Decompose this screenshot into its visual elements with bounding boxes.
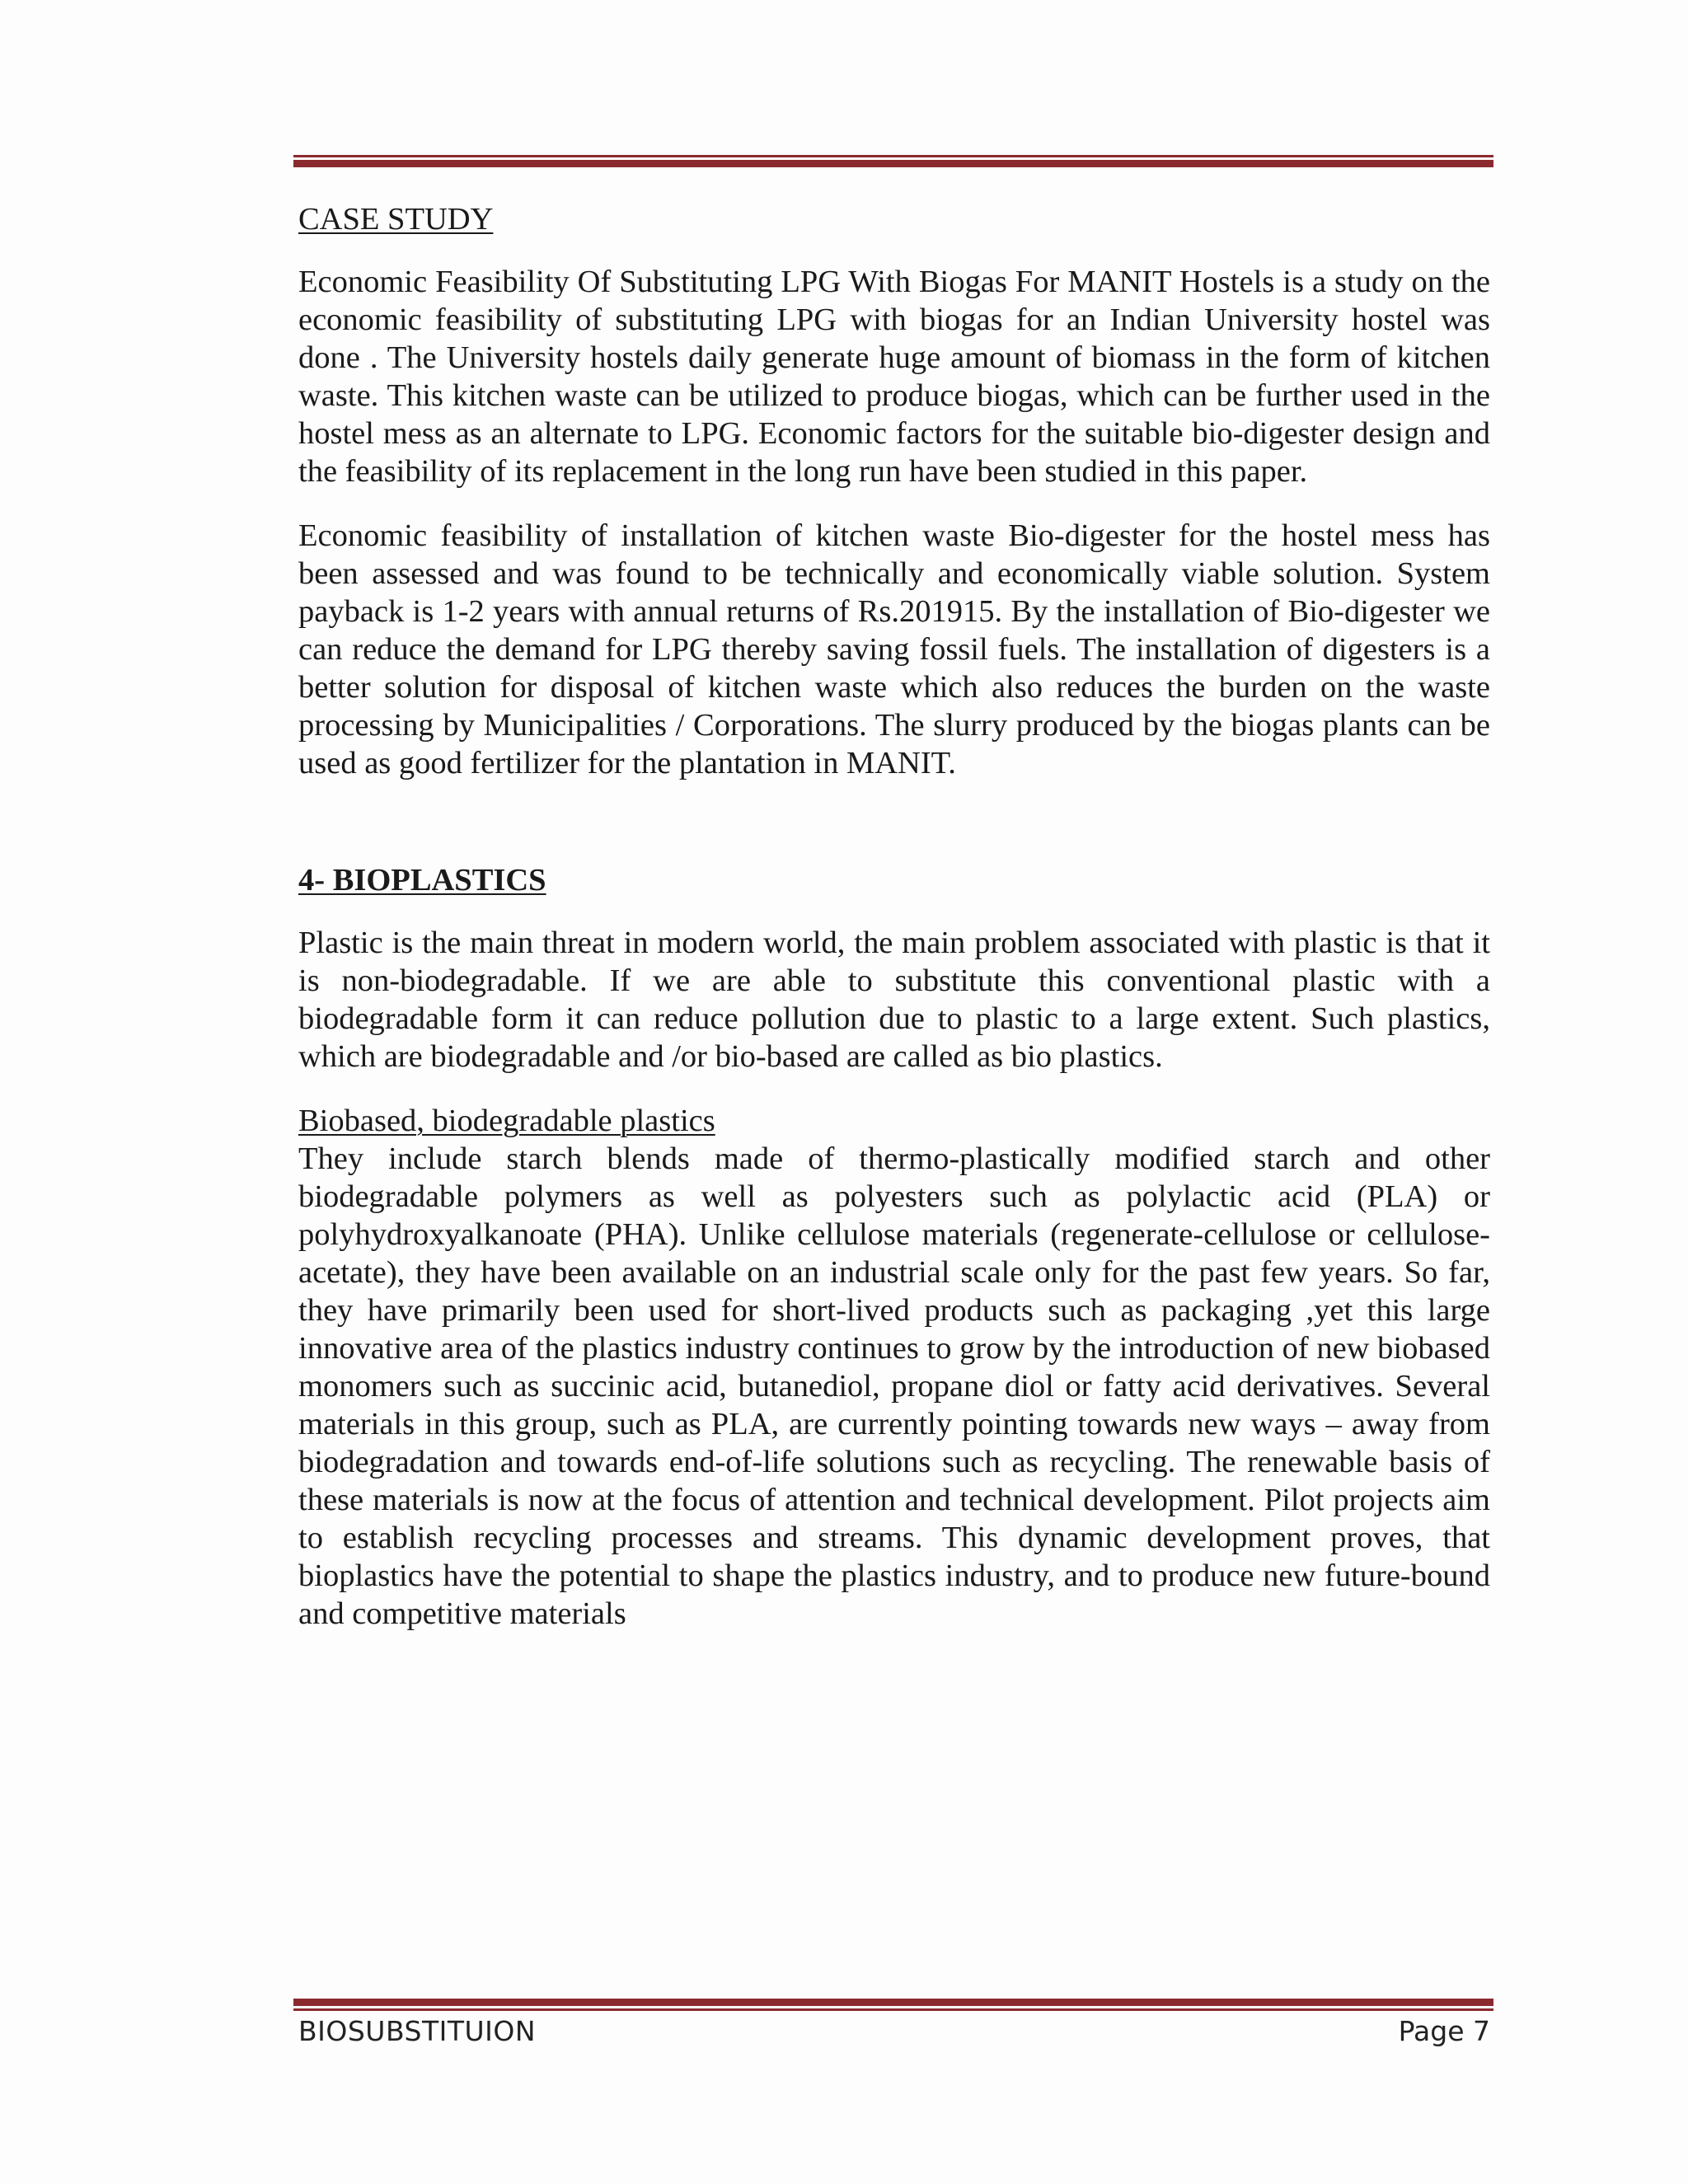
footer-rule-thin-line (293, 2008, 1493, 2011)
case-study-paragraph-1: Economic Feasibility Of Substituting LPG With Biogas For MANIT Hostels is a study on the economic feasibility of substituting LPG with biogas for an Indian University hostel was done . The University hostels daily generate huge amount of biomass in the form of kitchen waste. This kitchen waste can be utilized to produce biogas, which can be further used in the hostel mess as an alternate to LPG. Economic factors for the suitable bio-digester design and the feasibility of its replacement in the long run have been studied in this paper. (298, 265, 1490, 489)
subheading-biobased-plastics: Biobased, biodegradable plastics (298, 1104, 715, 1138)
case-study-paragraph-2: Economic feasibility of installation of kitchen waste Bio-digester for the hostel mess has been assessed and was found to be technically and economically viable solution. System payback is 1-2 years with annual returns of Rs.201915. By the installation of Bio-digester we can reduce the demand for LPG thereby saving fossil fuels. The installation of digesters is a better solution for disposal of kitchen waste which also reduces the burden on the waste processing by Municipalities / Corporations. The slurry produced by the biogas plants can be used as good fertilizer for the plantation in MANIT. (298, 518, 1490, 780)
footer-document-title: BIOSUBSTITUION (298, 2015, 537, 2047)
footer-rule (293, 1999, 1493, 2011)
header-rule-thin-line (293, 155, 1493, 157)
header-rule (293, 155, 1493, 167)
footer-rule-thick-line (293, 1999, 1493, 2006)
bioplastics-intro-paragraph: Plastic is the main threat in modern world, the main problem associated with plastic is that it is non-biodegradable. If we are able to substitute this conventional plastic with a biodegradable form it can reduce pollution due to plastic to a large extent. Such plastics, which are biodegradable and /or bio-based are called as bio plastics. (298, 926, 1490, 1074)
section-heading-bioplastics: 4- BIOPLASTICS (298, 863, 546, 898)
page-content (298, 200, 1490, 1633)
header-rule-thick-line (293, 160, 1493, 167)
case-study-title: CASE STUDY (298, 202, 494, 237)
footer-page-number: Page 7 (1398, 2015, 1490, 2047)
bioplastics-body-paragraph: They include starch blends made of thermo-plastically modified starch and other biodegradable polymers as well as polyesters such as polylactic acid (PLA) or polyhydroxyalkanoate (PHA). Unlike cellulose materials (regenerate-cellulose or cellulose-acetate), they have been available on an industrial scale only for the past few years. So far, they have primarily been used for short-lived products such as packaging ,yet this large innovative area of the plastics industry continues to grow by the introduction of new biobased monomers such as succinic acid, butanediol, propane diol or fatty acid derivatives. Several materials in this group, such as PLA, are currently pointing towards new ways – away from biodegradation and towards end-of-life solutions such as recycling. The renewable basis of these materials is now at the focus of attention and technical development. Pilot projects aim to establish recycling processes and streams. This dynamic development proves, that bioplastics have the potential to shape the plastics industry, and to produce new future-bound and competitive materials (298, 1141, 1490, 1631)
